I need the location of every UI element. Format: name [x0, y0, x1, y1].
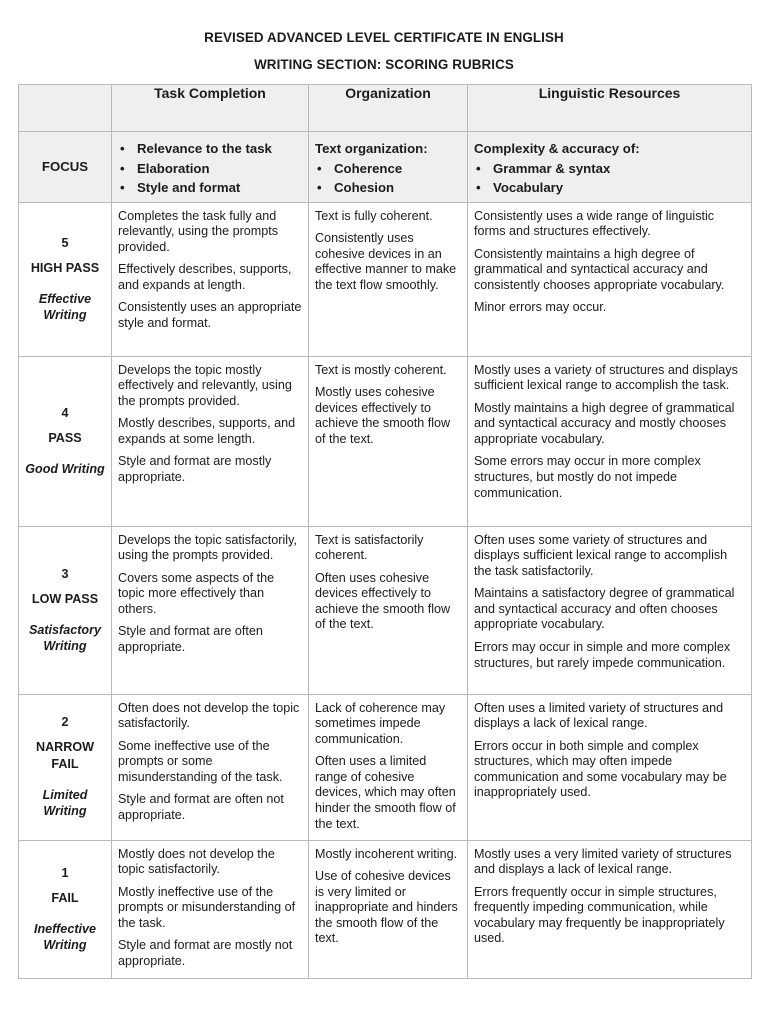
criterion-text: Some ineffective use of the prompts or some misunderstanding of the task.: [118, 738, 283, 784]
criterion-text: Style and format are often appropriate.: [118, 624, 263, 655]
criterion-text: Style and format are often not appropriate.: [118, 792, 284, 823]
focus-item: • Style and format: [118, 178, 302, 198]
criterion-text: Mostly does not develop the topic satisfactorily.: [118, 846, 275, 877]
organization-cell: [309, 526, 468, 694]
score-number: 5: [61, 235, 69, 250]
criterion-text: Maintains a satisfactory degree of grammatical and syntactical accuracy and often chooses appropriate vocabulary.: [474, 586, 735, 632]
focus-task-completion: [112, 132, 309, 203]
criterion-text: Often uses some variety of structures and displays sufficient lexical range to accomplish the task satisfactorily.: [474, 532, 728, 578]
criterion-text: Consistently maintains a high degree of grammatical and syntactical accuracy and consistently chooses appropriate vocabulary.: [474, 246, 725, 292]
criterion-text: Errors occur in both simple and complex structures, which may often impede communication and some vocabulary may be inappropriately used.: [474, 738, 727, 800]
level-name: PASS: [48, 430, 82, 445]
score-number: 4: [61, 405, 69, 420]
criterion-text: Mostly describes, supports, and expands at some length.: [118, 416, 296, 446]
criterion-text: Use of cohesive devices is very limited or inappropriate and hinders the smooth flow of the text.: [315, 869, 458, 946]
level-descriptor: Ineffective Writing: [33, 921, 97, 952]
criterion-text: Errors frequently occur in simple structures, frequently impeding communication, while vocabulary may frequently be inappropriately used.: [474, 884, 725, 946]
organization-cell: [309, 356, 468, 526]
task-completion-cell: [112, 202, 309, 356]
focus-item: • Grammar & syntax: [474, 159, 745, 179]
header-linguistic-resources: Linguistic Resources: [468, 85, 752, 132]
focus-organization: [309, 132, 468, 203]
focus-row: [19, 132, 752, 203]
level-cell: [19, 694, 112, 840]
criterion-text: Mostly uses a variety of structures and displays sufficient lexical range to accomplish the task.: [474, 362, 738, 393]
criterion-text: Style and format are mostly appropriate.: [118, 454, 272, 485]
criterion-text: Consistently uses cohesive devices in an effective manner to make the text flow smoothly.: [315, 231, 457, 292]
level-cell: [19, 526, 112, 694]
organization-cell: [309, 840, 468, 978]
scoring-rubric-table: [18, 84, 752, 979]
task-completion-cell: [112, 526, 309, 694]
score-number: 1: [61, 865, 69, 880]
rubric-row-5: [19, 202, 752, 356]
linguistic-resources-cell: [468, 356, 752, 526]
criterion-text: Often does not develop the topic satisfactorily.: [118, 700, 300, 731]
organization-cell: [309, 202, 468, 356]
criterion-text: Style and format are mostly not appropriate.: [118, 938, 293, 969]
level-cell: [19, 840, 112, 978]
criterion-text: Mostly uses cohesive devices effectively to achieve the smooth flow of the text.: [315, 385, 451, 446]
rubric-row-1: [19, 840, 752, 978]
criterion-text: Text is fully coherent.: [315, 208, 433, 223]
score-number: 3: [61, 566, 69, 581]
linguistic-resources-cell: [468, 694, 752, 840]
document-subtitle: WRITING SECTION: SCORING RUBRICS: [254, 57, 514, 72]
rubric-row-4: [19, 356, 752, 526]
criterion-text: Often uses a limited range of cohesive devices, which may often hinder the smooth flow of the text.: [315, 754, 456, 831]
focus-lead: Text organization:: [315, 141, 428, 156]
header-row: [19, 85, 752, 132]
linguistic-resources-cell: [468, 840, 752, 978]
focus-label: FOCUS: [19, 132, 112, 203]
criterion-text: Consistently uses a wide range of linguistic forms and structures effectively.: [474, 208, 715, 239]
criterion-text: Lack of coherence may sometimes impede communication.: [315, 700, 446, 746]
criterion-text: Mostly ineffective use of the prompts or misunderstanding of the task.: [118, 884, 296, 930]
focus-item: • Coherence: [315, 159, 461, 179]
criterion-text: Often uses a limited variety of structures and displays a lack of lexical range.: [474, 700, 724, 731]
level-name: NARROW FAIL: [35, 740, 95, 771]
criterion-text: Minor errors may occur.: [474, 300, 607, 315]
criterion-text: Completes the task fully and relevantly, using the prompts provided.: [118, 208, 279, 254]
level-name: LOW PASS: [31, 591, 99, 606]
criterion-text: Mostly uses a very limited variety of structures and displays a lack of lexical range.: [474, 846, 732, 877]
level-cell: [19, 356, 112, 526]
criterion-text: Errors may occur in simple and more complex structures, but rarely impede communication.: [474, 640, 731, 670]
linguistic-resources-cell: [468, 202, 752, 356]
rubric-row-2: [19, 694, 752, 840]
criterion-text: Develops the topic mostly effectively and relevantly, using the prompts provided.: [118, 362, 292, 408]
focus-lead: Complexity & accuracy of:: [474, 141, 640, 156]
criterion-text: Text is mostly coherent.: [315, 362, 447, 377]
criterion-text: Mostly incoherent writing.: [315, 846, 458, 861]
criterion-text: Covers some aspects of the topic more effectively than others.: [118, 570, 275, 616]
level-descriptor: Effective Writing: [38, 291, 92, 322]
focus-item: • Elaboration: [118, 159, 302, 179]
focus-linguistic-resources: [468, 132, 752, 203]
focus-item: • Cohesion: [315, 178, 461, 198]
rubric-row-3: [19, 526, 752, 694]
criterion-text: Consistently uses an appropriate style and format.: [118, 300, 302, 331]
criterion-text: Text is satisfactorily coherent.: [315, 532, 424, 563]
criterion-text: Mostly maintains a high degree of grammatical and syntactical accuracy and mostly chooses appropriate vocabulary.: [474, 400, 735, 446]
criterion-text: Often uses cohesive devices effectively to achieve the smooth flow of the text.: [315, 570, 451, 632]
criterion-text: Some errors may occur in more complex structures, but mostly do not impede communication.: [474, 454, 701, 500]
level-name: FAIL: [51, 890, 79, 905]
header-level: [19, 85, 112, 132]
level-descriptor: Satisfactory Writing: [28, 622, 102, 653]
header-organization: Organization: [309, 85, 468, 132]
level-descriptor: Limited Writing: [42, 788, 88, 818]
task-completion-cell: [112, 356, 309, 526]
level-name: HIGH PASS: [30, 260, 100, 275]
focus-item: • Vocabulary: [474, 178, 745, 198]
criterion-text: Effectively describes, supports, and expands at length.: [118, 262, 292, 292]
linguistic-resources-cell: [468, 526, 752, 694]
score-number: 2: [61, 715, 69, 729]
level-descriptor: Good Writing: [25, 461, 105, 476]
focus-item: • Relevance to the task: [118, 139, 302, 159]
criterion-text: Develops the topic satisfactorily, using the prompts provided.: [118, 532, 297, 563]
document-title: REVISED ADVANCED LEVEL CERTIFICATE IN ENGLISH: [204, 30, 564, 45]
task-completion-cell: [112, 694, 309, 840]
level-cell: [19, 202, 112, 356]
organization-cell: [309, 694, 468, 840]
header-task-completion: Task Completion: [112, 85, 309, 132]
task-completion-cell: [112, 840, 309, 978]
